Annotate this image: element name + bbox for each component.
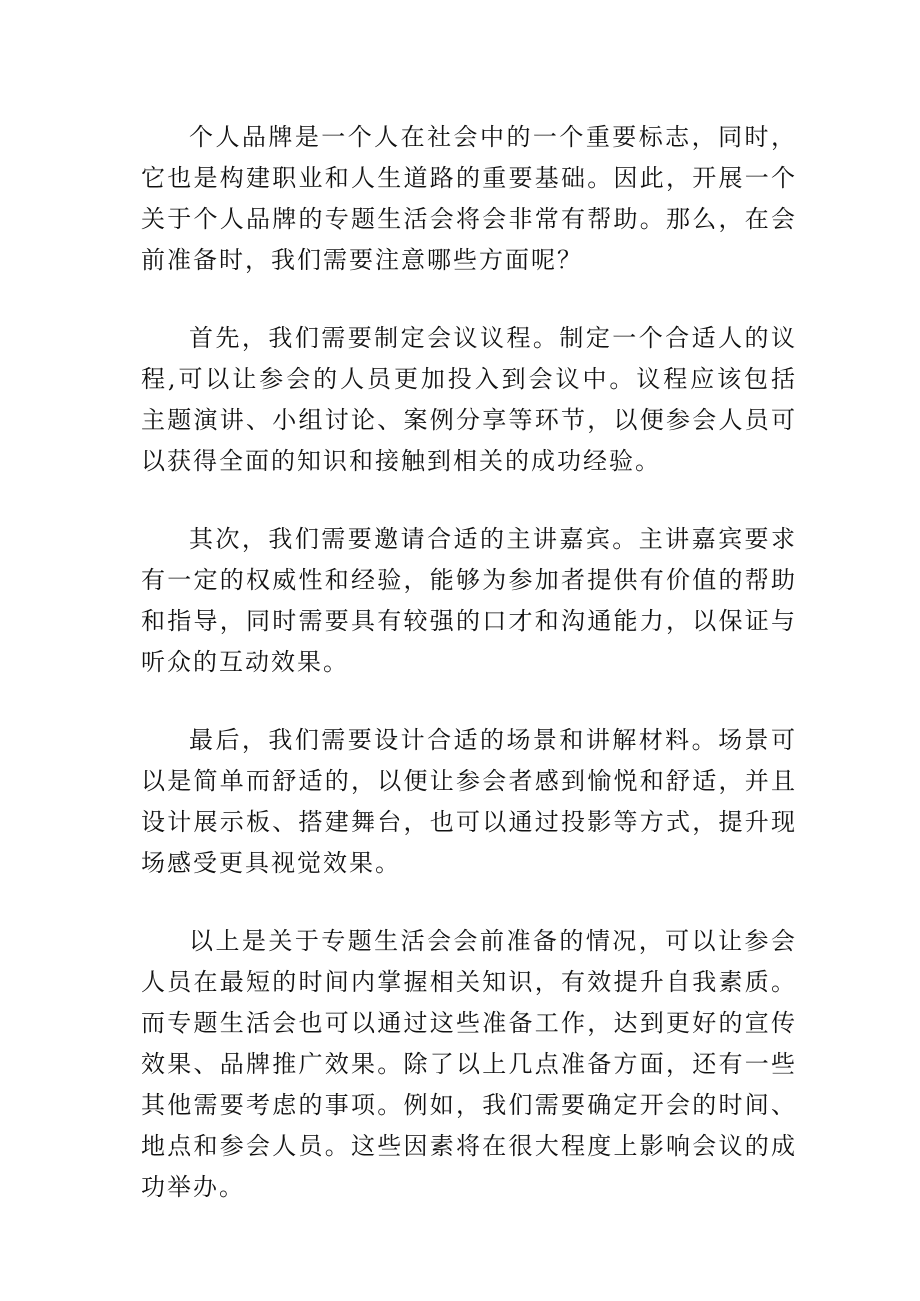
paragraph-speaker: 其次，我们需要邀请合适的主讲嘉宾。主讲嘉宾要求有一定的权威性和经验，能够为参加者提供有价值的帮助和指导，同时需要具有较强的口才和沟通能力，以保证与听众的互动效果。 <box>141 525 797 676</box>
paragraph-intro: 个人品牌是一个人在社会中的一个重要标志，同时，它也是构建职业和人生道路的重要基础。因此，开展一个关于个人品牌的专题生活会将会非常有帮助。那么，在会前准备时，我们需要注意哪些方面呢？ <box>141 123 797 274</box>
paragraph-scene: 最后，我们需要设计合适的场景和讲解材料。场景可以是简单而舒适的，以便让参会者感到愉悦和舒适，并且设计展示板、搭建舞台，也可以通过投影等方式，提升现场感受更具视觉效果。 <box>141 726 797 877</box>
document-body <box>141 117 797 1208</box>
paragraph-agenda: 首先，我们需要制定会议议程。制定一个合适人的议程,可以让参会的人员更加投入到会议中。议程应该包括主题演讲、小组讨论、案例分享等环节，以便参会人员可以获得全面的知识和接触到相关的成功经验。 <box>141 324 797 475</box>
paragraph-summary: 以上是关于专题生活会会前准备的情况，可以让参会人员在最短的时间内掌握相关知识，有效提升自我素质。而专题生活会也可以通过这些准备工作，达到更好的宣传效果、品牌推广效果。除了以上几点准备方面，还有一些其他需要考虑的事项。例如，我们需要确定开会的时间、地点和参会人员。这些因素将在很大程度上影响会议的成功举办。 <box>141 927 797 1201</box>
